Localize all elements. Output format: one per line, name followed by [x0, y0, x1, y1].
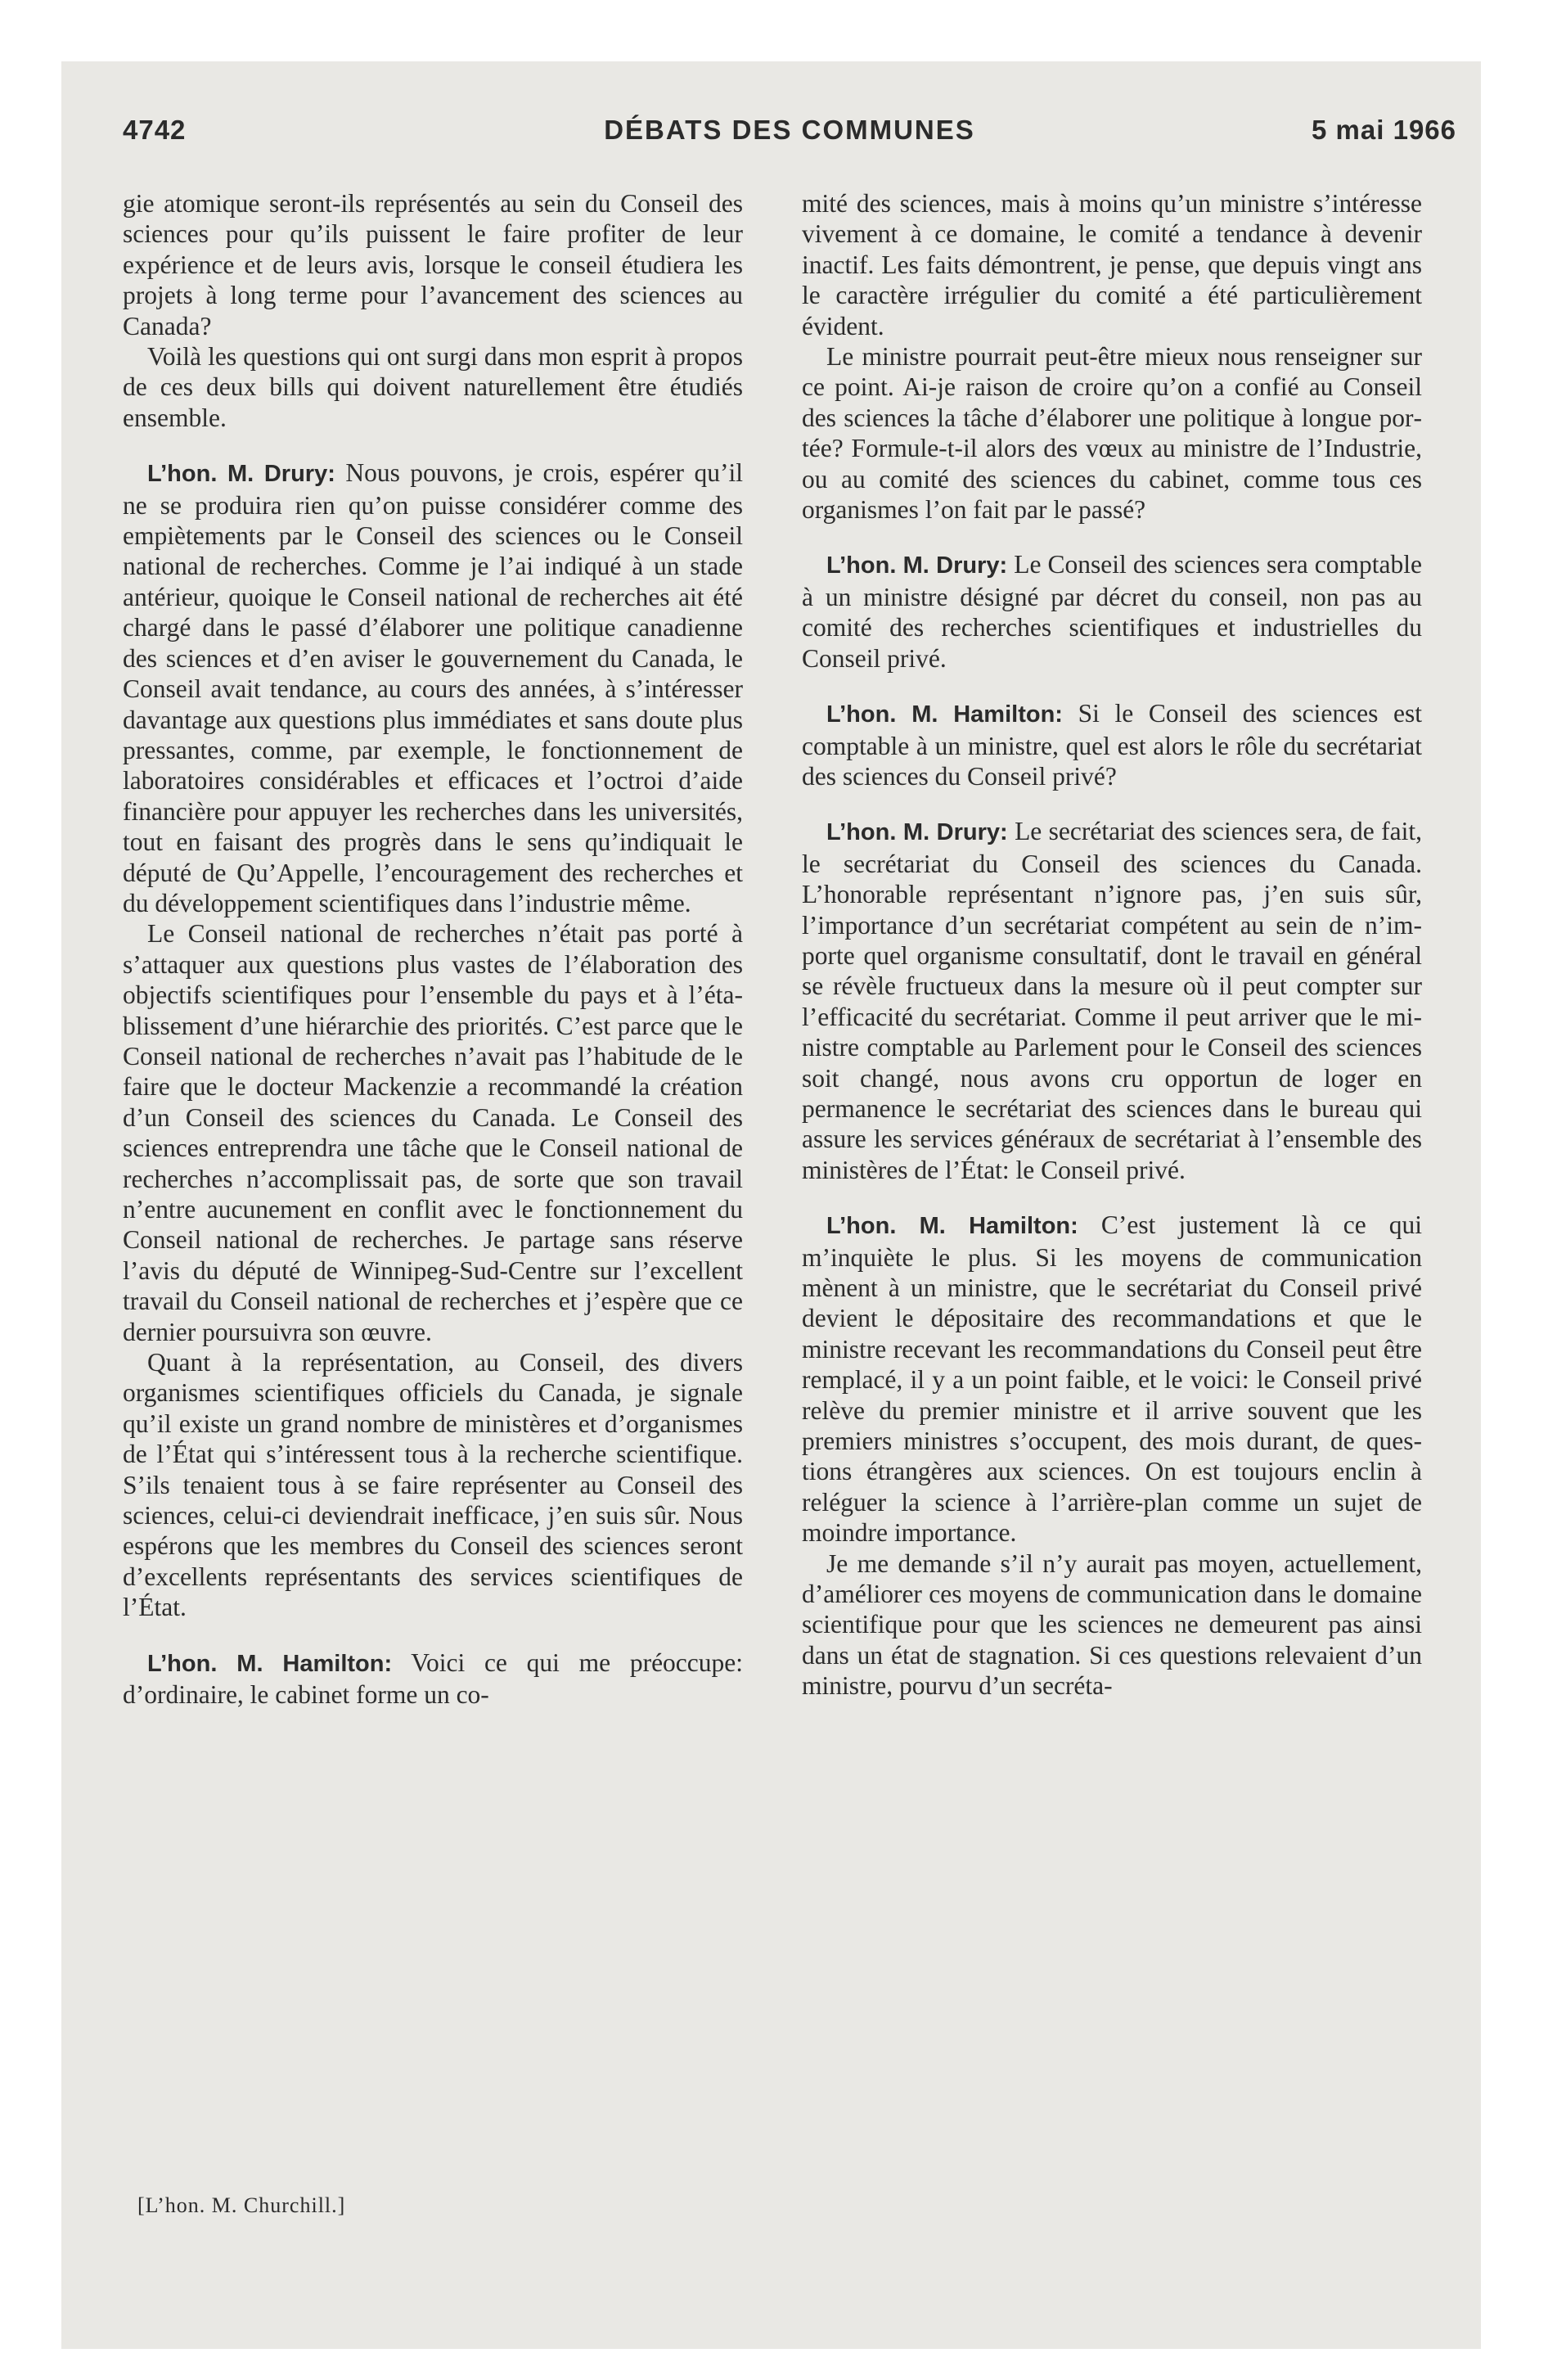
- paragraph: gie atomique seront-ils représentés au sein du Conseil des sciences pour qu’ils puissent le faire profiter de leur expérience et de leurs avis, lorsque le conseil étudiera les projets à long terme pour l’avancement des sciences au Canada?: [123, 189, 743, 340]
- speaker-name: L’hon. M. Hamilton:: [826, 1213, 1078, 1240]
- speaker-name: L’hon. M. Drury:: [147, 461, 335, 488]
- footer-attribution: [L’hon. M. Churchill.]: [137, 2193, 346, 2217]
- speech-paragraph: [802, 549, 1422, 674]
- paragraph: Je me demande s’il n’y aurait pas moyen, actuellement, d’améliorer ces moyens de communication dans le domaine scientifique pour que les sciences ne demeurent pas ainsi dans un état de stagnation. Si ces questions relevaient d’un ministre, pourvu d’un secréta-: [802, 1548, 1422, 1701]
- paragraph: Le ministre pourrait peut-être mieux nous renseigner sur ce point. Ai-je raison de croire qu’on a confié au Conseil des sciences la tâche d’élaborer une politique à longue portée? Formule-t-il alors des vœux au ministre de l’Industrie, ou au comité des sciences du cabinet, comme tous ces organismes l’on fait par le passé?: [802, 342, 1422, 525]
- speech-text: Voici ce qui me préoccupe: d’ordinaire, le cabinet forme un co-: [123, 1648, 743, 1710]
- page-number: 4742: [123, 115, 187, 145]
- speech-text: Si le Conseil des sciences est comptable à un ministre, quel est alors le rôle du secrétariat des sciences du Conseil privé?: [802, 699, 1422, 791]
- page-title: DÉBATS DES COMMUNES: [604, 115, 975, 145]
- speaker-name: L’hon. M. Drury:: [826, 552, 1008, 579]
- paragraph: Quant à la représentation, au Conseil, des divers organismes scientifiques officiels du Canada, je signale qu’il existe un grand nombre de ministères et d’organismes de l’État qui s’intéressent tous à la recherche scientifique. S’ils tenaient tous à se faire représenter au Conseil des sciences, celui-ci deviendrait inefficace, j’en suis sûr. Nous espérons que les membres du Conseil des sciences seront d’excellents représentants des services scientifiques de l’État.: [123, 1348, 743, 1622]
- page-date: 5 mai 1966: [1312, 115, 1456, 145]
- speech-paragraph: [802, 698, 1422, 791]
- page-header: [123, 115, 1456, 164]
- speaker-name: L’hon. M. Drury:: [826, 819, 1008, 846]
- paragraph: mité des sciences, mais à moins qu’un ministre s’intéresse vivement à ce domaine, le comité a tendance à devenir inactif. Les faits démontrent, je pense, que depuis vingt ans le caractère irrégulier du comité a été particulièrement évident.: [802, 189, 1422, 340]
- speaker-name: L’hon. M. Hamilton:: [826, 701, 1063, 728]
- speech-text: Le Conseil des sciences sera comptable à un ministre désigné par décret du conseil, non pas au comité des recherches scientifiques et industrielles du Conseil privé.: [802, 550, 1422, 673]
- speech-text: C’est justement là ce qui m’inquiète le plus. Si les moyens de communication mènent à un ministre, que le secrétariat du Conseil privé devient le dépositaire des recommandations et que le ministre recevant les recommandations du Conseil peut être remplacé, il y a un point faible, et le voici: le Conseil privé relève du premier ministre et il arrive souvent que les premiers ministres s’occupent, des mois durant, de questions étrangères aux sciences. On est toujours enclin à reléguer la science à l’arrière-plan comme un sujet de moindre importance.: [802, 1210, 1422, 1548]
- paragraph: Le Conseil national de recherches n’était pas porté à s’attaquer aux questions plus vastes de l’élaboration des objectifs scientifiques pour l’ensemble du pays et à l’établissement d’une hiérarchie des priorités. C’est parce que le Conseil national de recherches n’avait pas l’habitude de le faire que le docteur Mackenzie a recommandé la création d’un Conseil des sciences du Canada. Le Conseil des sciences entreprendra une tâche que le Conseil national de recherches n’accomplissait pas, de sorte que son travail n’entre aucunement en conflit avec le fonctionnement du Conseil national de recherches. Je partage sans réserve l’avis du député de Winnipeg-Sud-Centre sur l’excellent travail du Conseil national de recherches et j’espère que ce dernier poursuivra son œuvre.: [123, 919, 743, 1346]
- left-column: [123, 188, 743, 1711]
- speech-paragraph: [802, 816, 1422, 1185]
- speech-text: Le secrétariat des sciences sera, de fait, le secrétariat du Conseil des sciences du Canada. L’honorable représentant n’ignore pas, j’en suis sûr, l’importance d’un secrétariat compétent au sein de n’importe quel organisme consultatif, dont le travail en général se révèle fructueux dans la mesure où il peut compter sur l’efficacité du secrétariat. Comme il peut arriver que le ministre comptable au Parlement pour le Conseil des sciences soit changé, nous avons cru opportun de loger en permanence le secrétariat des sciences dans le bureau qui assure les services généraux de secrétariat à l’ensemble des ministères de l’État: le Conseil privé.: [802, 817, 1422, 1184]
- speech-paragraph: [123, 1648, 743, 1711]
- speaker-name: L’hon. M. Hamilton:: [147, 1650, 393, 1677]
- paragraph: Voilà les questions qui ont surgi dans mon esprit à propos de ces deux bills qui doivent naturellement être étudiés ensemble.: [123, 342, 743, 432]
- right-column: [802, 188, 1422, 1702]
- speech-paragraph: [123, 458, 743, 918]
- speech-text: Nous pouvons, je crois, espérer qu’il ne se produira rien qu’on puisse considérer comme des empiètements par le Conseil des sciences ou le Conseil national de recherches. Comme je l’ai indiqué à un stade antérieur, quoique le Conseil national de recherches ait été chargé dans le passé d’élaborer une politique canadienne des sciences et d’en aviser le gouvernement du Canada, le Conseil avait tendance, au cours des années, à s’intéresser davantage aux questions plus immédiates et sans doute plus pressantes, comme, par exemple, le fonctionnement de laboratoires considérables et efficaces et l’octroi d’aide financière pour appuyer les recherches dans les universités, tout en faisant des progrès dans le sens qu’indiquait le député de Qu’Appelle, l’encouragement des recherches et du développement scientifiques dans l’industrie même.: [123, 458, 743, 917]
- speech-paragraph: [802, 1210, 1422, 1548]
